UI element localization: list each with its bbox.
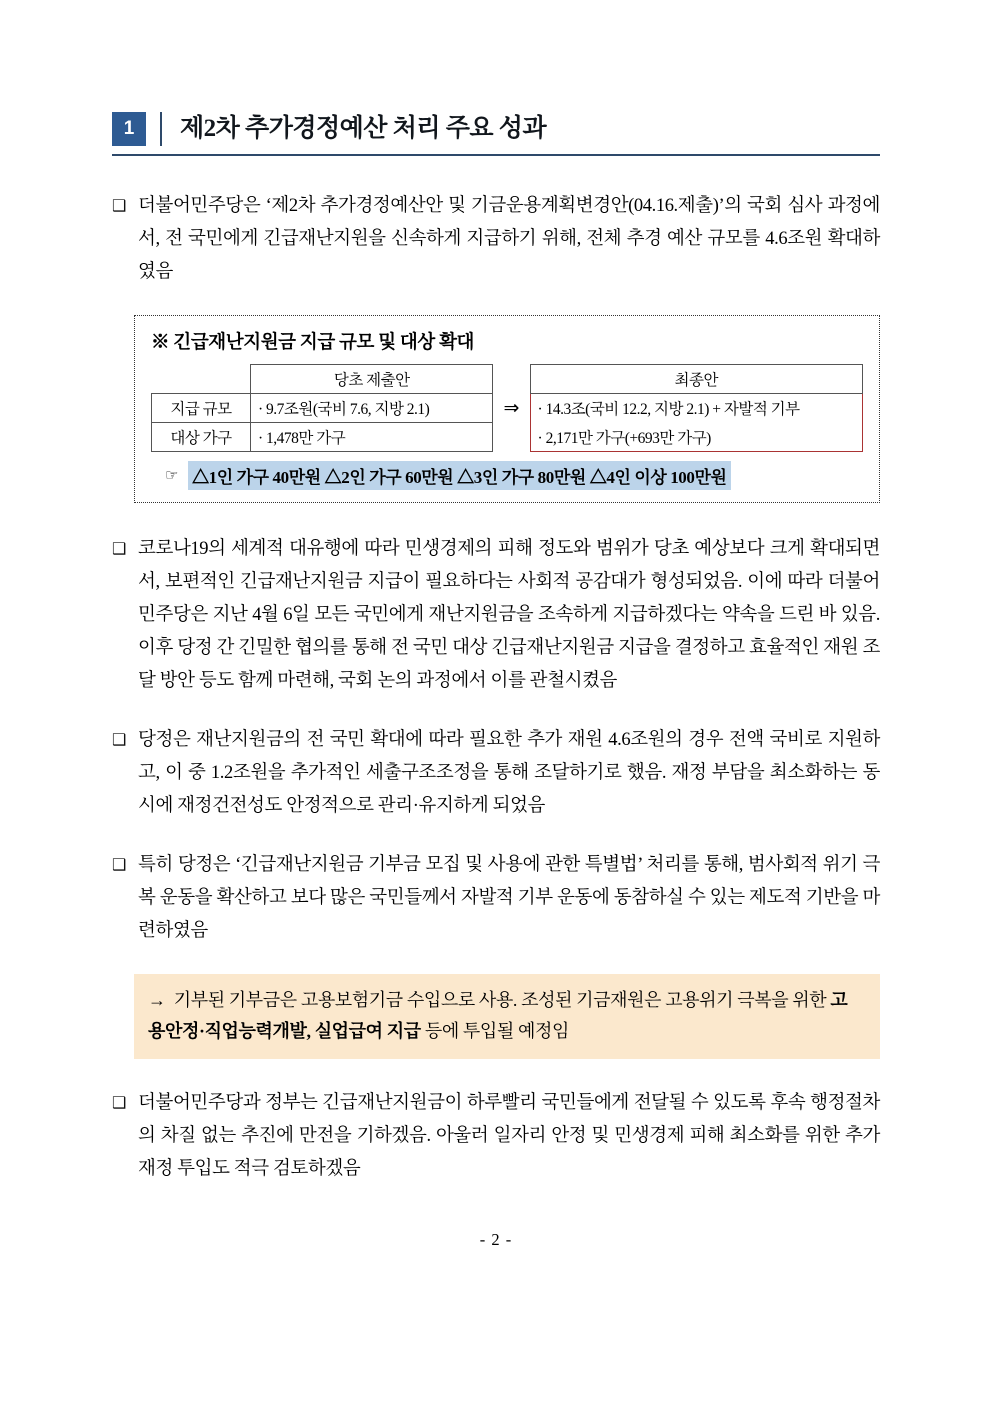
row-label-amount: 지급 규모 [152, 394, 251, 423]
paragraph-text: 당정은 재난지원금의 전 국민 확대에 따라 필요한 추가 재원 4.6조원의 경우 전액 국비로 지원하고, 이 중 1.2조원을 추가적인 세출구조조정을 통해 조달하기로 했음. 재정 부담을 최소화하는 동시에 재정건전성도 안정적으로 관리·유지하게 되었음 [138, 730, 880, 816]
comparison-tables [151, 364, 863, 452]
after-amount-value: · 14.3조(국비 12.2, 지방 2.1) + 자발적 기부 [530, 394, 862, 423]
arrow-icon: ⇒ [503, 397, 520, 419]
bullet-icon: ❑ [112, 541, 127, 558]
asterisk-icon: ※ [151, 333, 170, 353]
section-divider [160, 112, 162, 146]
callout-text-after: 등에 투입될 예정임 [420, 1021, 569, 1041]
list-item [112, 190, 880, 289]
page-number: - 2 - [479, 1230, 513, 1249]
info-box-title-text: 긴급재난지원금 지급 규모 및 대상 확대 [173, 333, 475, 353]
table-row [152, 423, 493, 452]
after-table [530, 364, 863, 452]
callout-box [134, 974, 880, 1059]
section-header [112, 112, 880, 156]
table-row [530, 365, 862, 394]
before-column-header: 당초 제출안 [251, 365, 493, 394]
info-box-title [151, 328, 863, 354]
highlight-row [151, 461, 863, 490]
empty-cell [152, 365, 251, 394]
callout-text-before: 기부된 기부금은 고용보험기금 수입으로 사용. 조성된 기금재원은 고용위기 극복을 위한 [173, 990, 831, 1010]
highlight-text: △1인 가구 40만원 △2인 가구 60만원 △3인 가구 80만원 △4인 이상 100만원 [188, 461, 731, 490]
paragraph-text: 더불어민주당은 ‘제2차 추가경정예산안 및 기금운용계획변경안(04.16.제출)’의 국회 심사 과정에서, 전 국민에게 긴급재난지원을 신속하게 지급하기 위해, 전체 추경 예산 규모를 4.6조원 확대하였음 [138, 196, 880, 282]
section-number-badge: 1 [112, 112, 146, 146]
paragraph-text: 특히 당정은 ‘긴급재난지원금 기부금 모집 및 사용에 관한 특별법’ 처리를 통해, 범사회적 위기 극복 운동을 확산하고 보다 많은 국민들께서 자발적 기부 운동에 동참하실 수 있는 제도적 기반을 마련하였음 [138, 855, 880, 941]
paragraph-text: 더불어민주당과 정부는 긴급재난지원금이 하루빨리 국민들에게 전달될 수 있도록 후속 행정절차의 차질 없는 추진에 만전을 기하겠음. 아울러 일자리 안정 및 민생경제 피해 최소화를 위한 추가 재정 투입도 적극 검토하겠음 [138, 1093, 880, 1179]
table-row [530, 423, 862, 452]
after-households-value: · 2,171만 가구(+693만 가구) [530, 423, 862, 452]
list-item [112, 724, 880, 823]
arrow-right-icon: → [148, 990, 166, 1010]
table-row [530, 394, 862, 423]
before-amount-value: · 9.7조원(국비 7.6, 지방 2.1) [251, 394, 493, 423]
after-column-header: 최종안 [530, 365, 862, 394]
bullet-icon: ❑ [112, 732, 127, 749]
callout-bold-text: 고용안정·직업능력개발, 실업급여 지급 [148, 990, 848, 1041]
bullet-icon: ❑ [112, 857, 127, 874]
list-item [112, 1087, 880, 1186]
list-item [112, 849, 880, 948]
bullet-icon: ❑ [112, 1095, 127, 1112]
pointer-icon: ☞ [165, 468, 179, 484]
bullet-icon: ❑ [112, 198, 127, 215]
row-label-households: 대상 가구 [152, 423, 251, 452]
paragraph-text: 코로나19의 세계적 대유행에 따라 민생경제의 피해 정도와 범위가 당초 예상보다 크게 확대되면서, 보편적인 긴급재난지원금 지급이 필요하다는 사회적 공감대가 형성되었음. 이에 따라 더불어민주당은 지난 4월 6일 모든 국민에게 재난지원금을 조속하게 지급하겠다는 약속을 드린 바 있음. 이후 당정 간 긴밀한 협의를 통해 전 국민 대상 긴급재난지원금 지급을 결정하고 효율적인 재원 조달 방안 등도 함께 마련해, 국회 논의 과정에서 이를 관철시켰음 [138, 539, 880, 691]
table-row [152, 394, 493, 423]
page-title: 제2차 추가경정예산 처리 주요 성과 [180, 115, 547, 142]
table-row [152, 365, 493, 394]
info-box [134, 315, 880, 503]
list-item [112, 533, 880, 698]
before-table [151, 364, 493, 452]
before-households-value: · 1,478만 가구 [251, 423, 493, 452]
